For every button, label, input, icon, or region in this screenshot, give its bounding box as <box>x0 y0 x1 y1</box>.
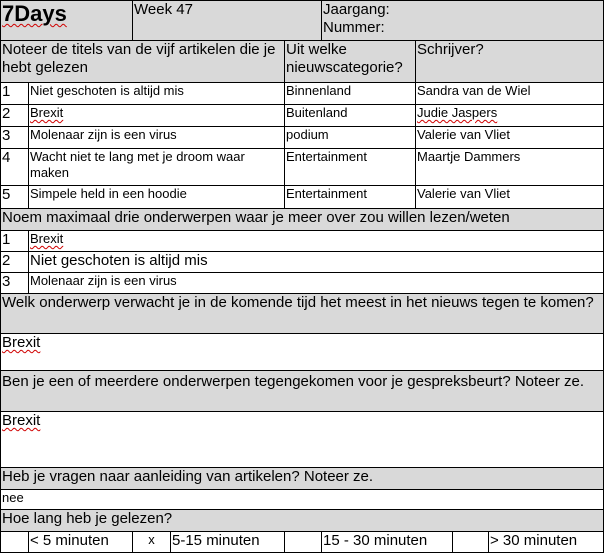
reading-time-option: > 30 minuten <box>489 532 604 553</box>
topic-row <box>1 273 604 294</box>
presentation-answer: Brexit <box>2 412 41 429</box>
header-table <box>0 0 604 41</box>
article-row <box>1 186 604 209</box>
worksheet-title: 7Days <box>2 1 67 26</box>
articles-table <box>0 40 604 209</box>
topics-table <box>0 208 604 294</box>
reading-time-checkbox[interactable] <box>285 532 322 553</box>
jaargang-label: Jaargang: <box>323 1 390 18</box>
article-number: 5 <box>1 186 29 209</box>
article-title-cell <box>29 105 285 127</box>
topic-number: 2 <box>1 252 29 273</box>
reading-time-checkbox[interactable] <box>453 532 489 553</box>
article-writer: Valerie van Vliet <box>416 186 604 209</box>
article-number: 4 <box>1 149 29 186</box>
topic-text: Niet geschoten is altijd mis <box>29 252 604 273</box>
header-week: Week 47 <box>133 1 322 41</box>
nummer-label: Nummer: <box>323 19 385 36</box>
articles-header-category: Uit welke nieuwscategorie? <box>285 41 416 83</box>
article-title: Simpele held in een hoodie <box>30 186 187 201</box>
article-row <box>1 105 604 127</box>
article-number: 3 <box>1 127 29 149</box>
reading-time-checkbox[interactable] <box>1 532 29 553</box>
article-number: 2 <box>1 105 29 127</box>
article-category: Entertainment <box>285 149 416 186</box>
header-issue-cell <box>322 1 604 41</box>
article-row <box>1 149 604 186</box>
expect-question: Welk onderwerp verwacht je in de komende tijd het meest in het nieuws tegen te komen? <box>1 294 604 334</box>
article-category: podium <box>285 127 416 149</box>
topics-question: Noem maximaal drie onderwerpen waar je meer over zou willen lezen/weten <box>1 209 604 231</box>
article-category: Binnenland <box>285 83 416 105</box>
article-title: Brexit <box>30 105 64 120</box>
articles-header-title: Noteer de titels van de vijf artikelen die je hebt gelezen <box>1 41 285 83</box>
presentation-question: Ben je een of meerdere onderwerpen tegengekomen voor je gespreksbeurt? Noteer ze. <box>1 371 604 412</box>
reading-time-option: < 5 minuten <box>29 532 133 553</box>
topic-row <box>1 231 604 252</box>
topic-number: 1 <box>1 231 29 252</box>
reading-time-table <box>0 531 604 553</box>
article-number: 1 <box>1 83 29 105</box>
header-title-cell <box>1 1 133 41</box>
article-writer: Maartje Dammers <box>416 149 604 186</box>
article-row <box>1 83 604 105</box>
expect-answer-cell <box>1 334 604 371</box>
reading-time-option: 5-15 minuten <box>171 532 285 553</box>
open-questions-table <box>0 293 604 532</box>
article-writer: Judie Jaspers <box>417 105 498 120</box>
article-row <box>1 127 604 149</box>
article-title: Molenaar zijn is een virus <box>29 127 285 149</box>
reading-time-option: 15 - 30 minuten <box>322 532 453 553</box>
questions-answer: nee <box>1 490 604 510</box>
article-writer: Sandra van de Wiel <box>416 83 604 105</box>
topic-text-cell <box>29 231 604 252</box>
articles-header-writer: Schrijver? <box>416 41 604 83</box>
topic-text: Molenaar zijn is een virus <box>29 273 604 294</box>
presentation-answer-cell <box>1 412 604 468</box>
expect-answer: Brexit <box>2 334 41 351</box>
article-category: Entertainment <box>285 186 416 209</box>
article-writer: Valerie van Vliet <box>416 127 604 149</box>
questions-question: Heb je vragen naar aanleiding van artikelen? Noteer ze. <box>1 468 604 490</box>
topic-number: 3 <box>1 273 29 294</box>
article-writer-cell <box>416 105 604 127</box>
reading-time-question: Hoe lang heb je gelezen? <box>1 510 604 532</box>
topic-row <box>1 252 604 273</box>
article-title: Wacht niet te lang met je droom waar maken <box>29 149 285 186</box>
reading-time-checkbox[interactable]: x <box>133 532 171 553</box>
topic-text: Brexit <box>30 231 64 246</box>
article-category: Buitenland <box>285 105 416 127</box>
article-title: Niet geschoten is altijd mis <box>29 83 285 105</box>
article-title-cell <box>29 186 285 209</box>
